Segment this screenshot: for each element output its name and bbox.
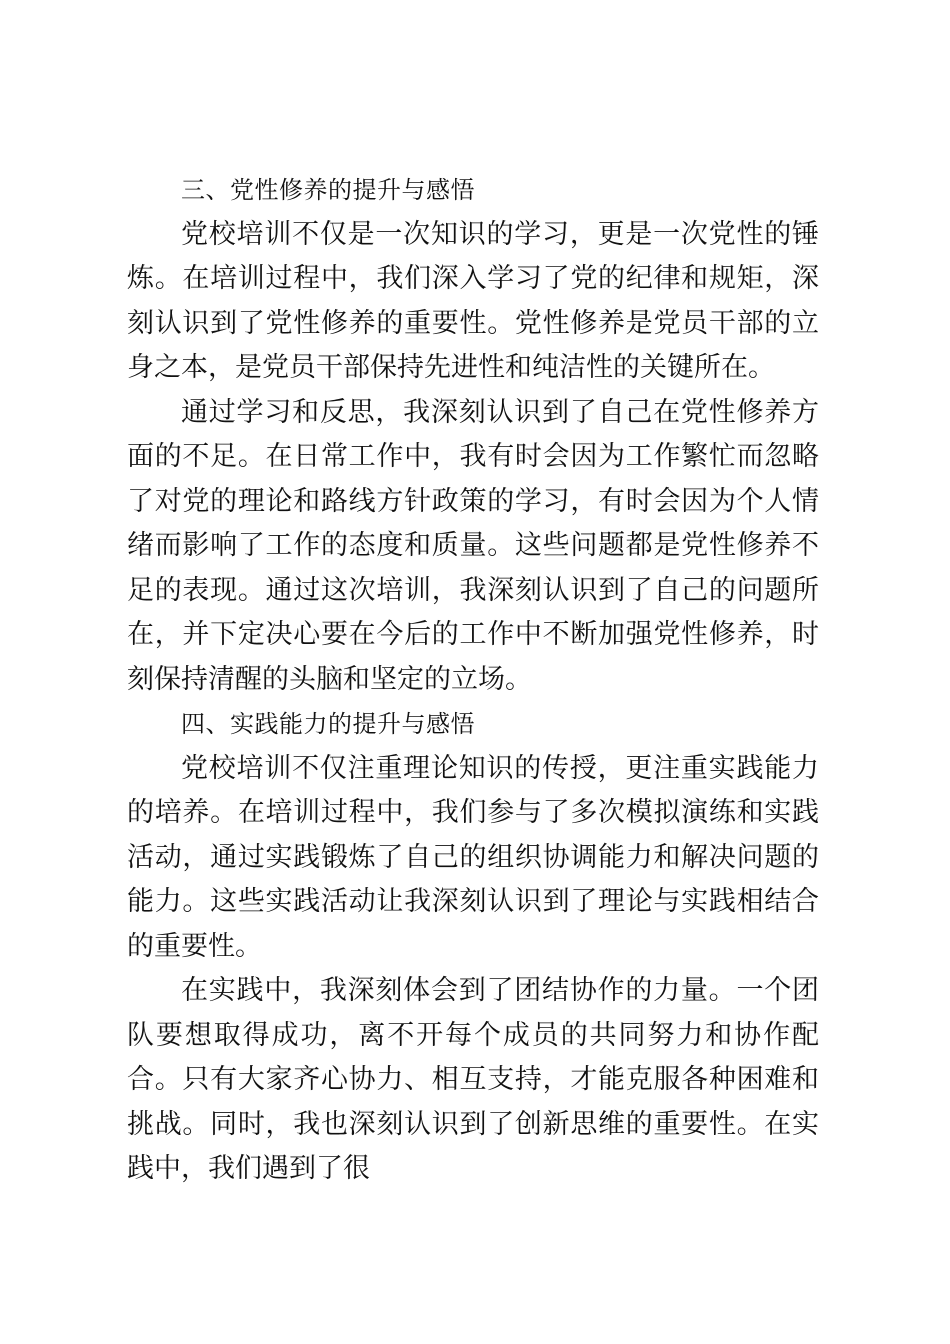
- body-paragraph: 党校培训不仅注重理论知识的传授，更注重实践能力的培养。在培训过程中，我们参与了多次模拟演练和实践活动，通过实践锻炼了自己的组织协调能力和解决问题的能力。这些实践活动让我深刻认识到了理论与实践相结合的重要性。: [127, 752, 819, 962]
- document-body: [127, 168, 819, 1192]
- body-paragraph: 通过学习和反思，我深刻认识到了自己在党性修养方面的不足。在日常工作中，我有时会因为工作繁忙而忽略了对党的理论和路线方针政策的学习，有时会因为个人情绪而影响了工作的态度和质量。这些问题都是党性修养不足的表现。通过这次培训，我深刻认识到了自己的问题所在，并下定决心要在今后的工作中不断加强党性修养，时刻保持清醒的头脑和坚定的立场。: [127, 396, 819, 695]
- section-heading: 四、实践能力的提升与感悟: [181, 710, 475, 738]
- body-paragraph: 党校培训不仅是一次知识的学习，更是一次党性的锤炼。在培训过程中，我们深入学习了党的纪律和规矩，深刻认识到了党性修养的重要性。党性修养是党员干部的立身之本，是党员干部保持先进性和纯洁性的关键所在。: [127, 218, 819, 383]
- section-heading: 三、党性修养的提升与感悟: [181, 176, 475, 204]
- body-paragraph: 在实践中，我深刻体会到了团结协作的力量。一个团队要想取得成功，离不开每个成员的共同努力和协作配合。只有大家齐心协力、相互支持，才能克服各种困难和挑战。同时，我也深刻认识到了创新思维的重要性。在实践中，我们遇到了很: [127, 975, 819, 1184]
